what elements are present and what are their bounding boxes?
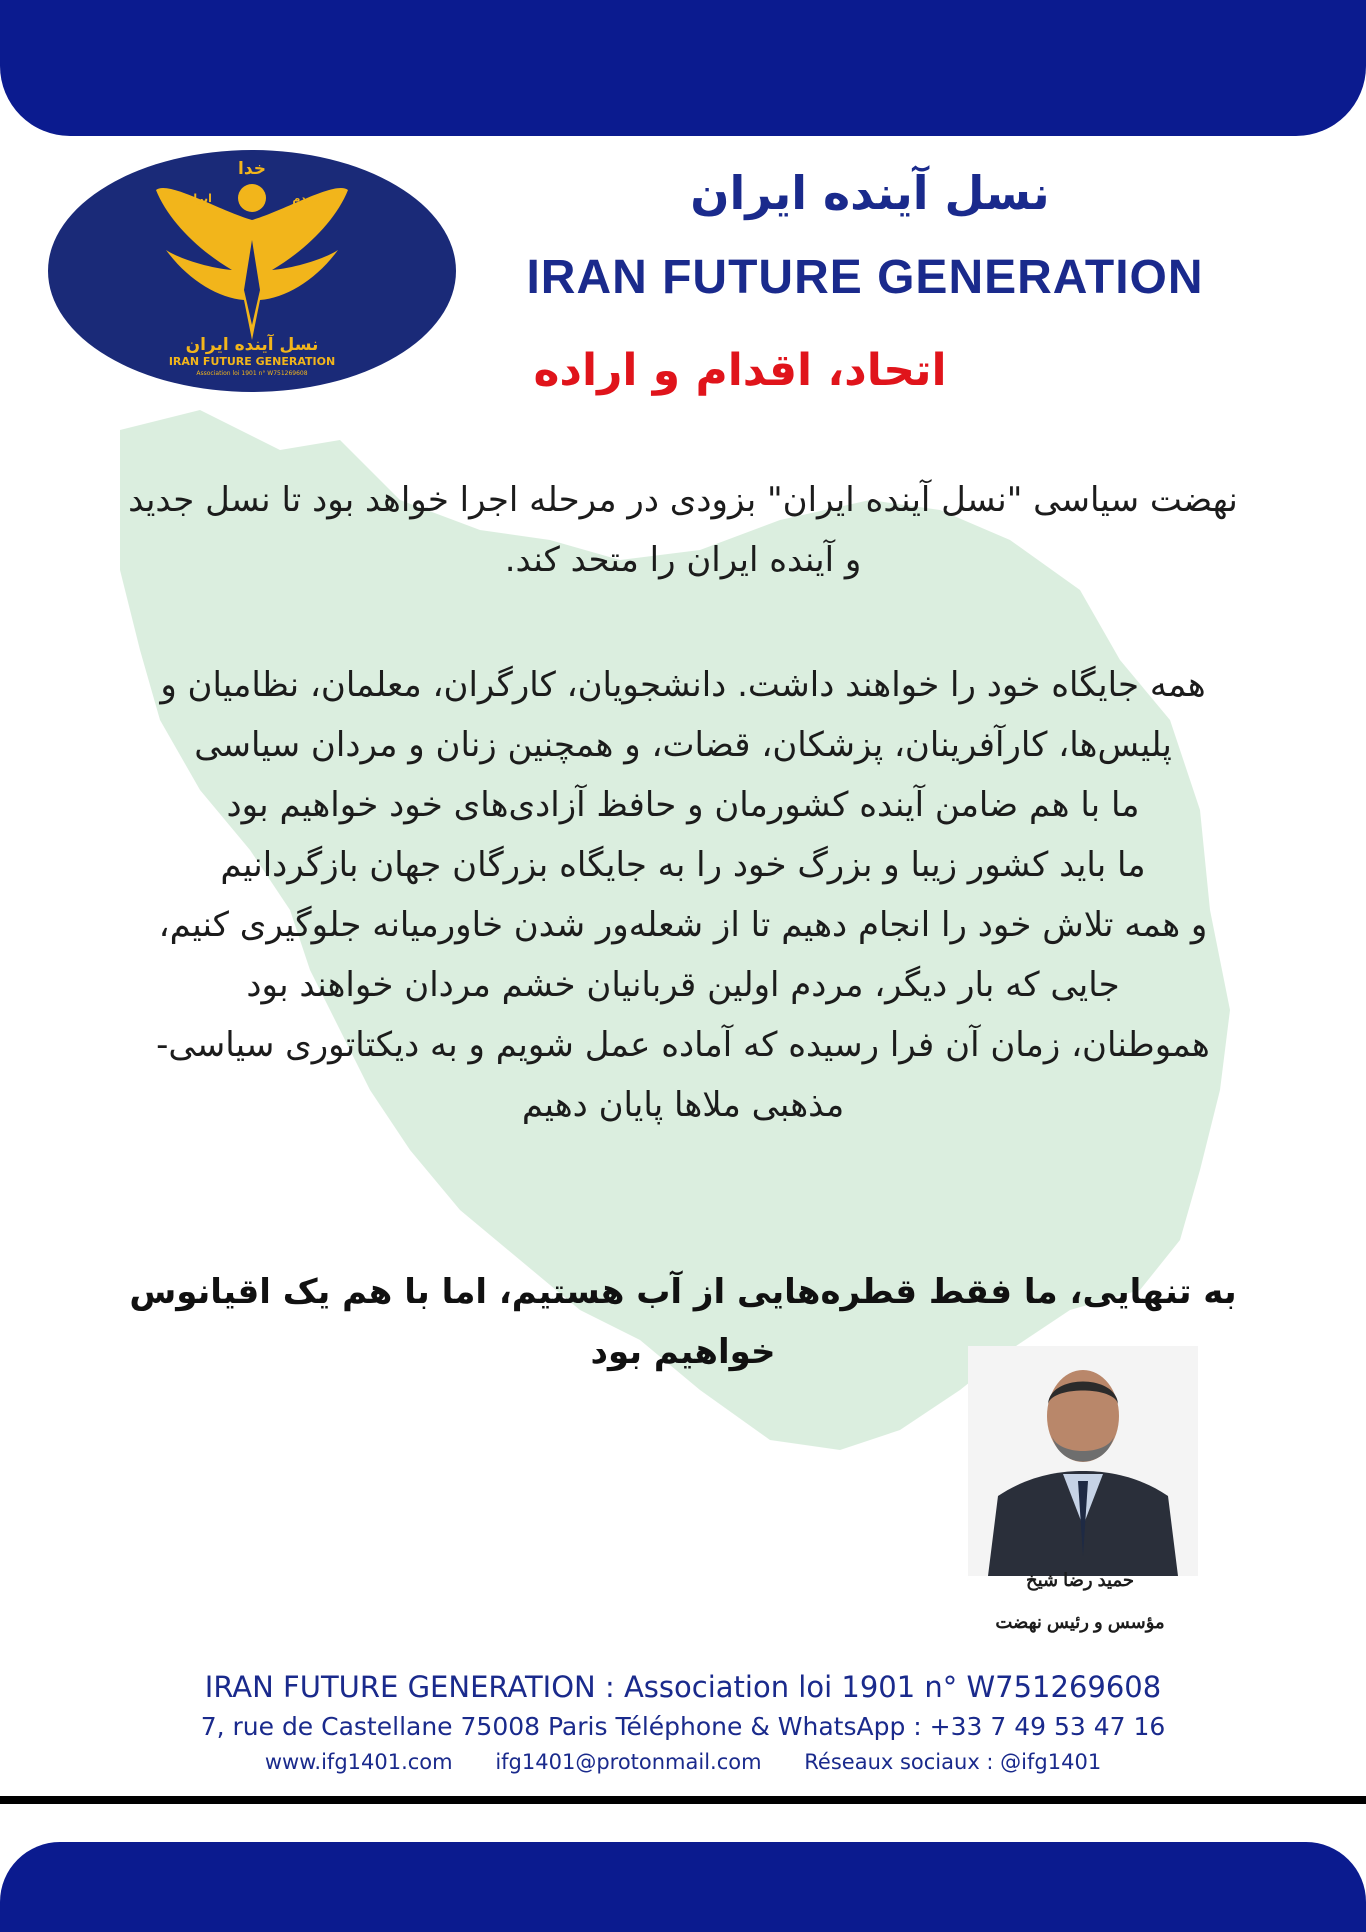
- closing-statement: به تنهایی، ما فقط قطره‌هایی از آب هستیم، اما با هم یک اقیانوس خواهیم بود: [129, 1272, 1237, 1372]
- logo-name-fa: نسل آینده ایران: [185, 335, 319, 355]
- paragraph-restore: ما باید کشور زیبا و بزرگ خود را به جایگاه بزرگان جهان بازگردانیم: [220, 845, 1146, 885]
- logo-registration: Association loi 1901 n° W751269608: [196, 370, 308, 377]
- blank-area: [430, 1488, 680, 1608]
- header-banner: [0, 0, 1366, 136]
- page-title-fa: نسل آینده ایران: [690, 166, 1050, 220]
- footer-email-link[interactable]: ifg1401@protonmail.com: [495, 1750, 762, 1774]
- intro-paragraph: نهضت سیاسی "نسل آینده ایران" بزودی در مرحله اجرا خواهد بود تا نسل جدید و آینده ایران را متحد کند.: [128, 480, 1238, 580]
- motto: اتحاد، اقدام و اراده: [533, 345, 947, 396]
- logo-name-en: IRAN FUTURE GENERATION: [168, 355, 336, 368]
- blank-area: [60, 1338, 432, 1638]
- footer-contacts: [150, 1750, 1216, 1774]
- logo-top-word: خدا: [238, 159, 266, 179]
- founder-photo: [968, 1346, 1198, 1576]
- footer-website-link[interactable]: www.ifg1401.com: [264, 1750, 453, 1774]
- paragraph-middle-east: و همه تلاش خود را انجام دهیم تا از شعله‌ور شدن خاورمیانه جلوگیری کنیم، جایی که بار دیگر، مردم اولین قربانیان خشم مردان خواهند بود: [158, 905, 1208, 1005]
- paragraph-groups: همه جایگاه خود را خواهند داشت. دانشجویان، کارگران، معلمان، نظامیان و پلیس‌ها، کارآفرینان، پزشکان، قضات، و همچنین زنان و مردان سیاسی: [160, 665, 1206, 765]
- organization-logo: [48, 150, 456, 392]
- footer-address: 7, rue de Castellane 75008 Paris Téléphone & WhatsApp : +33 7 49 53 47 16: [200, 1712, 1166, 1741]
- footer-banner: [0, 1842, 1366, 1932]
- page-title-en: IRAN FUTURE GENERATION: [526, 251, 1204, 304]
- footer-divider: [0, 1796, 1366, 1804]
- paragraph-guarantee: ما با هم ضامن آینده کشورمان و حافظ آزادی‌های خود خواهیم بود: [226, 785, 1140, 825]
- logo-left-word: ایران: [184, 192, 212, 205]
- manifesto-block: [120, 655, 1246, 1135]
- footer-association: IRAN FUTURE GENERATION : Association loi 1901 n° W751269608: [204, 1670, 1162, 1704]
- signature-title: مؤسس و رئیس نهضت: [995, 1612, 1165, 1632]
- paragraph-call: هموطنان، زمان آن فرا رسیده که آماده عمل شویم و به دیکتاتوری سیاسی-مذهبی ملاها پایان دهیم: [156, 1025, 1210, 1125]
- logo-right-word: مردم: [292, 192, 320, 205]
- footer-social: Réseaux sociaux : @ifg1401: [804, 1750, 1102, 1774]
- signature-name: حمید رضا شیخ: [1025, 1570, 1134, 1590]
